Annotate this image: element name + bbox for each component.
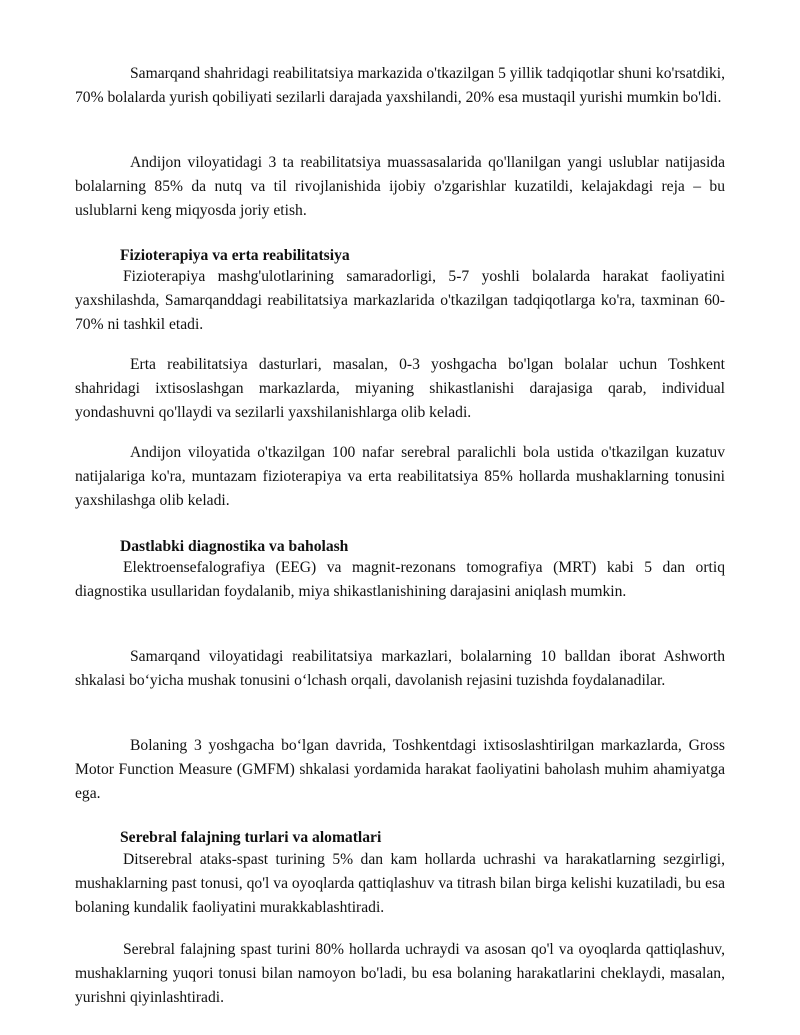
heading-physiotherapy: Fizioterapiya va erta reabilitatsiya [120,247,350,264]
paragraph-andijon-speech: Andijon viloyatidagi 3 ta reabilitatsiya muassasalarida qo'llanilgan yangi uslublar natijasida bolalarning 85% da nutq va til rivojlanishida ijobiy o'zgarishlar kuzatildi, kelajakdagi reja – bu uslublarni keng miqyosda joriy etish. [75,154,725,219]
heading-cp-types: Serebral falajning turlari va alomatlari [120,829,382,846]
paragraph-samarqand-walking: Samarqand shahridagi reabilitatsiya markazida o'tkazilgan 5 yillik tadqiqotlar shuni ko'rsatdiki, 70% bolalarda yurish qobiliyati sezilarli darajada yaxshilandi, 20% esa mustaqil yurishi mumkin bo'ldi. [75,65,725,106]
paragraph-spastic-type: Serebral falajning spast turini 80% hollarda uchraydi va asosan qo'l va oyoqlarda qattiqlashuv, mushaklarning yuqori tonusi bilan namoyon bo'ladi, bu esa bolaning harakatlarini cheklaydi, masalan, yurishni qiyinlashtiradi. [75,941,725,1006]
paragraph-early-rehab-programs: Erta reabilitatsiya dasturlari, masalan, 0-3 yoshgacha bo'lgan bolalar uchun Toshkent shahridagi ixtisoslashgan markazlarda, miyaning shikastlanishi darajasiga qarab, individual yondashuvni qo'llaydi va sezilarli yaxshilanishlarga olib keladi. [75,356,725,421]
paragraph-ashworth-scale: Samarqand viloyatidagi reabilitatsiya markazlari, bolalarning 10 balldan iborat Ashworth shkalasi bo‘yicha mushak tonusini o‘lchash orqali, davolanish rejasini tuzishda foydalanadilar. [75,648,725,689]
paragraph-ataxic-spastic: Ditserebral ataks-spast turining 5% dan kam hollarda uchrashi va harakatlarning sezgirligi, mushaklarning past tonusi, qo'l va oyoqlarda qattiqlashuv va titrash bilan birga kelishi kuzatiladi, bu esa bolaning kundalik faoliyatini murakkablashtiradi. [75,851,725,916]
paragraph-eeg-mrt: Elektroensefalografiya (EEG) va magnit-rezonans tomografiya (MRT) kabi 5 dan ortiq diagnostika usullaridan foydalanib, miya shikastlanishining darajasini aniqlash mumkin. [75,559,725,600]
paragraph-andijon-observation: Andijon viloyatida o'tkazilgan 100 nafar serebral paralichli bola ustida o'tkazilgan kuzatuv natijalariga ko'ra, muntazam fizioterapiya va erta reabilitatsiya 85% hollarda mushaklarning tonusini yaxshilashga olib keladi. [75,444,725,509]
heading-diagnostics: Dastlabki diagnostika va baholash [120,538,349,555]
paragraph-gmfm-scale: Bolaning 3 yoshgacha bo‘lgan davrida, Toshkentdagi ixtisoslashtirilgan markazlarda, Gross Motor Function Measure (GMFM) shkalasi yordamida harakat faoliyatini baholash muhim ahamiyatga ega. [75,737,725,802]
paragraph-physiotherapy-efficiency: Fizioterapiya mashg'ulotlarining samaradorligi, 5-7 yoshli bolalarda harakat faoliyatini yaxshilashda, Samarqanddagi reabilitatsiya markazlarida o'tkazilgan tadqiqotlarga ko'ra, taxminan 60-70% ni tashkil etadi. [75,268,725,333]
